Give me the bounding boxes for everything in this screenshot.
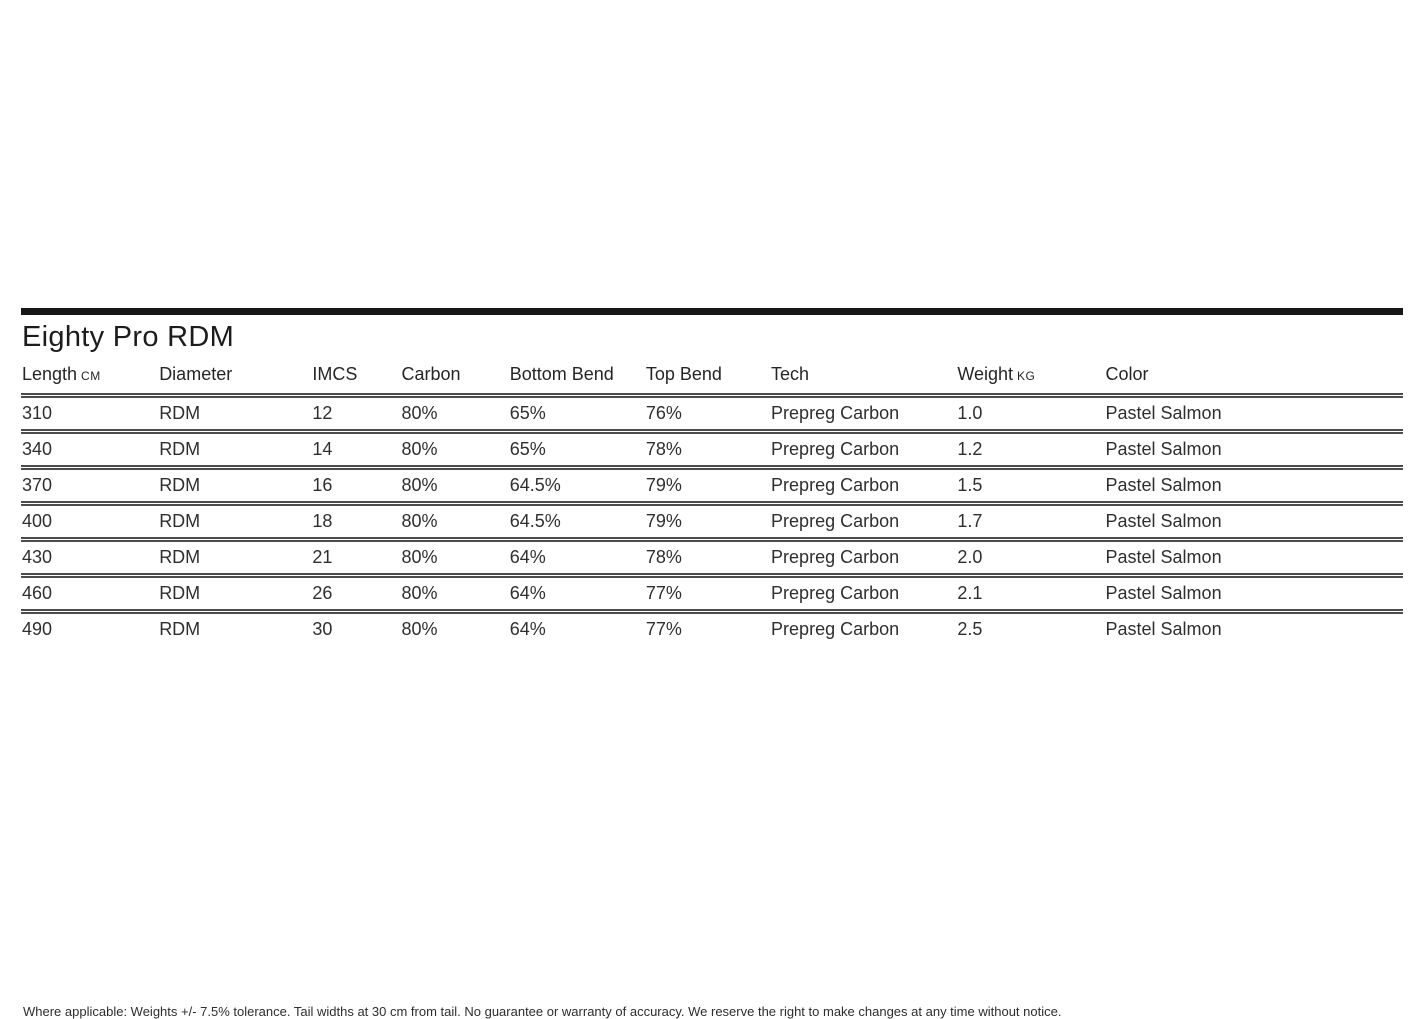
cell-length: 400 bbox=[21, 504, 158, 540]
cell-tech: Prepreg Carbon bbox=[770, 504, 956, 540]
footnote: Where applicable: Weights +/- 7.5% tolerance. Tail widths at 30 cm from tail. No guarantee or warranty of accuracy. We reserve the right to make changes at any time without notice. bbox=[23, 1004, 1062, 1019]
cell-carbon: 80% bbox=[401, 576, 509, 612]
cell-diameter: RDM bbox=[158, 612, 311, 646]
cell-bottom-bend: 65% bbox=[509, 432, 645, 468]
cell-length: 370 bbox=[21, 468, 158, 504]
cell-tech: Prepreg Carbon bbox=[770, 612, 956, 646]
cell-carbon: 80% bbox=[401, 612, 509, 646]
cell-weight: 1.5 bbox=[956, 468, 1104, 504]
column-unit-weight: KG bbox=[1013, 369, 1036, 384]
page-title: Eighty Pro RDM bbox=[22, 321, 235, 353]
cell-bottom-bend: 64.5% bbox=[509, 504, 645, 540]
cell-length: 430 bbox=[21, 540, 158, 576]
cell-top-bend: 77% bbox=[645, 576, 770, 612]
header-row bbox=[21, 364, 1403, 396]
column-header-length: Length CM bbox=[21, 364, 158, 396]
cell-tech: Prepreg Carbon bbox=[770, 540, 956, 576]
cell-top-bend: 79% bbox=[645, 468, 770, 504]
cell-bottom-bend: 65% bbox=[509, 403, 546, 424]
cell-diameter: RDM bbox=[158, 504, 311, 540]
table-row bbox=[21, 540, 1403, 576]
cell-color: Pastel Salmon bbox=[1105, 432, 1403, 468]
table-row bbox=[21, 576, 1403, 612]
cell-diameter: RDM bbox=[158, 432, 311, 468]
cell-imcs: 21 bbox=[311, 540, 400, 576]
cell-carbon: 80% bbox=[401, 403, 438, 424]
cell-diameter: RDM bbox=[158, 468, 311, 504]
cell-color: Pastel Salmon bbox=[1105, 576, 1403, 612]
top-divider-bar bbox=[21, 308, 1403, 315]
cell-weight: 1.2 bbox=[956, 432, 1104, 468]
cell-top-bend: 78% bbox=[645, 540, 770, 576]
cell-top-bend: 77% bbox=[645, 612, 770, 646]
column-header-top-bend: Top Bend bbox=[645, 364, 770, 396]
table-row bbox=[21, 432, 1403, 468]
cell-length: 490 bbox=[21, 612, 158, 646]
cell-carbon: 80% bbox=[401, 432, 509, 468]
cell-color: Pastel Salmon bbox=[1105, 612, 1403, 646]
cell-imcs: 26 bbox=[311, 576, 400, 612]
cell-length: 340 bbox=[21, 432, 158, 468]
table-row bbox=[21, 468, 1403, 504]
column-header-carbon: Carbon bbox=[401, 364, 509, 396]
cell-bottom-bend: 64% bbox=[509, 540, 645, 576]
cell-weight: 2.5 bbox=[956, 612, 1104, 646]
cell-imcs: 14 bbox=[311, 432, 400, 468]
cell-tech: Prepreg Carbon bbox=[771, 403, 900, 424]
cell-diameter: RDM bbox=[158, 540, 311, 576]
cell-bottom-bend: 64% bbox=[509, 576, 645, 612]
cell-carbon: 80% bbox=[401, 468, 509, 504]
table-row bbox=[21, 612, 1403, 646]
cell-top-bend: 76% bbox=[645, 403, 682, 424]
table-row bbox=[21, 504, 1403, 540]
cell-color: Pastel Salmon bbox=[1105, 540, 1403, 576]
cell-carbon: 80% bbox=[401, 540, 509, 576]
cell-imcs: 16 bbox=[311, 468, 400, 504]
cell-diameter: RDM bbox=[158, 576, 311, 612]
cell-imcs: 12 bbox=[312, 403, 333, 424]
cell-bottom-bend: 64% bbox=[509, 612, 645, 646]
cell-imcs: 18 bbox=[311, 504, 400, 540]
cell-color: Pastel Salmon bbox=[1105, 468, 1403, 504]
cell-weight: 2.0 bbox=[956, 540, 1104, 576]
column-header-color: Color bbox=[1105, 364, 1403, 396]
cell-weight: 2.1 bbox=[956, 576, 1104, 612]
column-header-imcs: IMCS bbox=[311, 364, 400, 396]
spec-sheet bbox=[21, 308, 1403, 645]
cell-tech: Prepreg Carbon bbox=[770, 432, 956, 468]
column-unit-length: CM bbox=[77, 369, 101, 384]
cell-tech: Prepreg Carbon bbox=[770, 576, 956, 612]
cell-weight: 1.0 bbox=[957, 403, 983, 424]
cell-bottom-bend: 64.5% bbox=[509, 468, 645, 504]
cell-length: 310 bbox=[22, 403, 53, 424]
cell-tech: Prepreg Carbon bbox=[770, 468, 956, 504]
cell-color: Pastel Salmon bbox=[1105, 504, 1403, 540]
cell-weight: 1.7 bbox=[956, 504, 1104, 540]
cell-imcs: 30 bbox=[311, 612, 400, 646]
table-row bbox=[21, 396, 1403, 432]
column-header-weight: Weight KG bbox=[956, 364, 1104, 396]
cell-top-bend: 78% bbox=[645, 432, 770, 468]
column-header-tech: Tech bbox=[770, 364, 956, 396]
cell-color: Pastel Salmon bbox=[1105, 403, 1222, 424]
cell-diameter: RDM bbox=[159, 403, 201, 424]
cell-carbon: 80% bbox=[401, 504, 509, 540]
cell-top-bend: 79% bbox=[645, 504, 770, 540]
column-header-diameter: Diameter bbox=[158, 364, 311, 396]
cell-length: 460 bbox=[21, 576, 158, 612]
spec-table bbox=[21, 364, 1403, 645]
column-header-bottom-bend: Bottom Bend bbox=[509, 364, 645, 396]
